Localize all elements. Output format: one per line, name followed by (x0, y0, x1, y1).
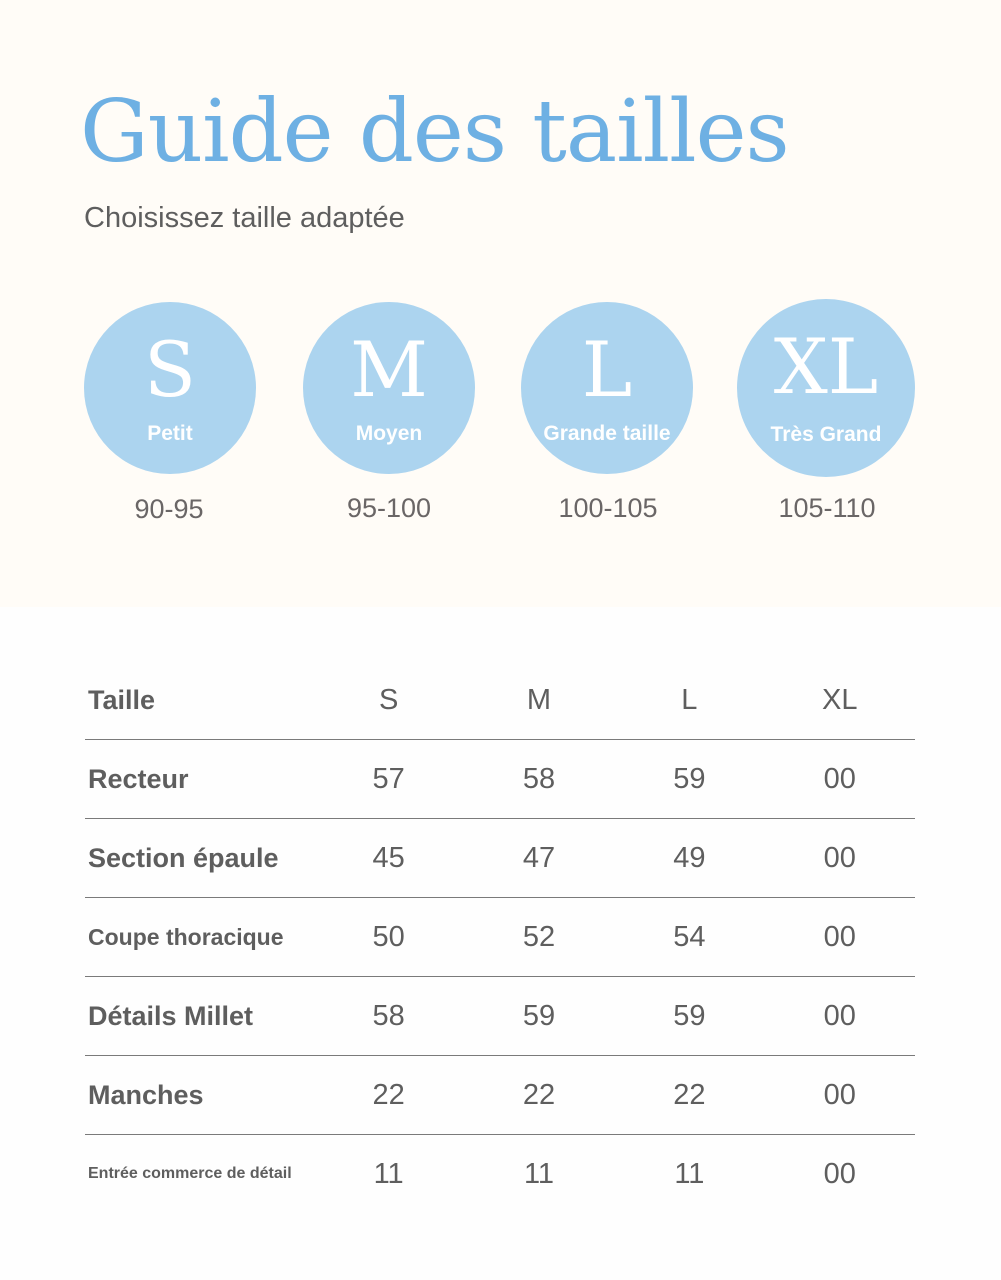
row-label: Section épaule (85, 819, 313, 898)
size-letter: S (143, 325, 197, 414)
size-range-xl: 105-110 (778, 493, 876, 523)
table-cell: 22 (464, 1056, 614, 1135)
size-range-m: 95-100 (346, 493, 432, 523)
page-subtitle: Choisissez taille adaptée (84, 202, 405, 234)
size-circle-l (521, 302, 693, 474)
table-row (85, 898, 915, 977)
table-cell: 50 (313, 898, 463, 977)
table-cell: 11 (373, 1157, 404, 1190)
row-label: Coupe thoracique (85, 898, 313, 977)
table-cell: 58 (313, 977, 463, 1056)
row-label: Manches (85, 1056, 313, 1135)
column-header: S (313, 662, 463, 740)
table-cell: 59 (614, 977, 764, 1056)
table-cell: 11 (674, 1157, 705, 1190)
table-cell: 54 (614, 898, 764, 977)
size-name: Grande taille (543, 422, 671, 445)
row-label: Détails Millet (85, 977, 313, 1056)
size-letter: L (581, 325, 633, 414)
size-name: Très Grand (770, 423, 882, 446)
size-name: Moyen (355, 422, 423, 445)
table-row (85, 1056, 915, 1135)
table-cell: 00 (823, 1157, 856, 1190)
table-row (85, 819, 915, 898)
table-cell: 00 (765, 819, 915, 898)
table-cell: 00 (765, 898, 915, 977)
size-circle-m (303, 302, 475, 474)
size-circle-s (84, 302, 256, 474)
table-cell: 45 (313, 819, 463, 898)
page-title: Guide des tailles (80, 82, 789, 182)
size-range-l: 100-105 (558, 493, 658, 523)
table-cell: 00 (765, 1056, 915, 1135)
row-label: Recteur (85, 740, 313, 819)
table-cell: 52 (464, 898, 614, 977)
table-cell: 11 (523, 1157, 555, 1190)
column-header: M (464, 662, 614, 740)
table-cell: 47 (464, 819, 614, 898)
column-header: L (614, 662, 764, 740)
table-cell: 59 (614, 740, 764, 819)
size-range-s: 90-95 (134, 494, 204, 524)
table-cell: 59 (464, 977, 614, 1056)
column-header: XL (765, 662, 915, 740)
table-row (85, 740, 915, 819)
table-cell: 49 (614, 819, 764, 898)
table-cell: 22 (614, 1056, 764, 1135)
table-cell: 58 (464, 740, 614, 819)
size-letter: XL (773, 322, 879, 411)
size-name: Petit (147, 422, 193, 445)
table-row (85, 977, 915, 1056)
size-letter: M (350, 325, 428, 414)
table-header-row (85, 662, 915, 740)
table-cell: 00 (765, 740, 915, 819)
table-cell: 00 (765, 977, 915, 1056)
table-cell: 57 (313, 740, 463, 819)
table-cell: 22 (313, 1056, 463, 1135)
row-label: Entrée commerce de détail (88, 1165, 292, 1182)
size-circle-xl (737, 299, 915, 477)
table-row (85, 1135, 915, 1214)
column-header: Taille (85, 662, 313, 740)
size-table (85, 662, 915, 1213)
